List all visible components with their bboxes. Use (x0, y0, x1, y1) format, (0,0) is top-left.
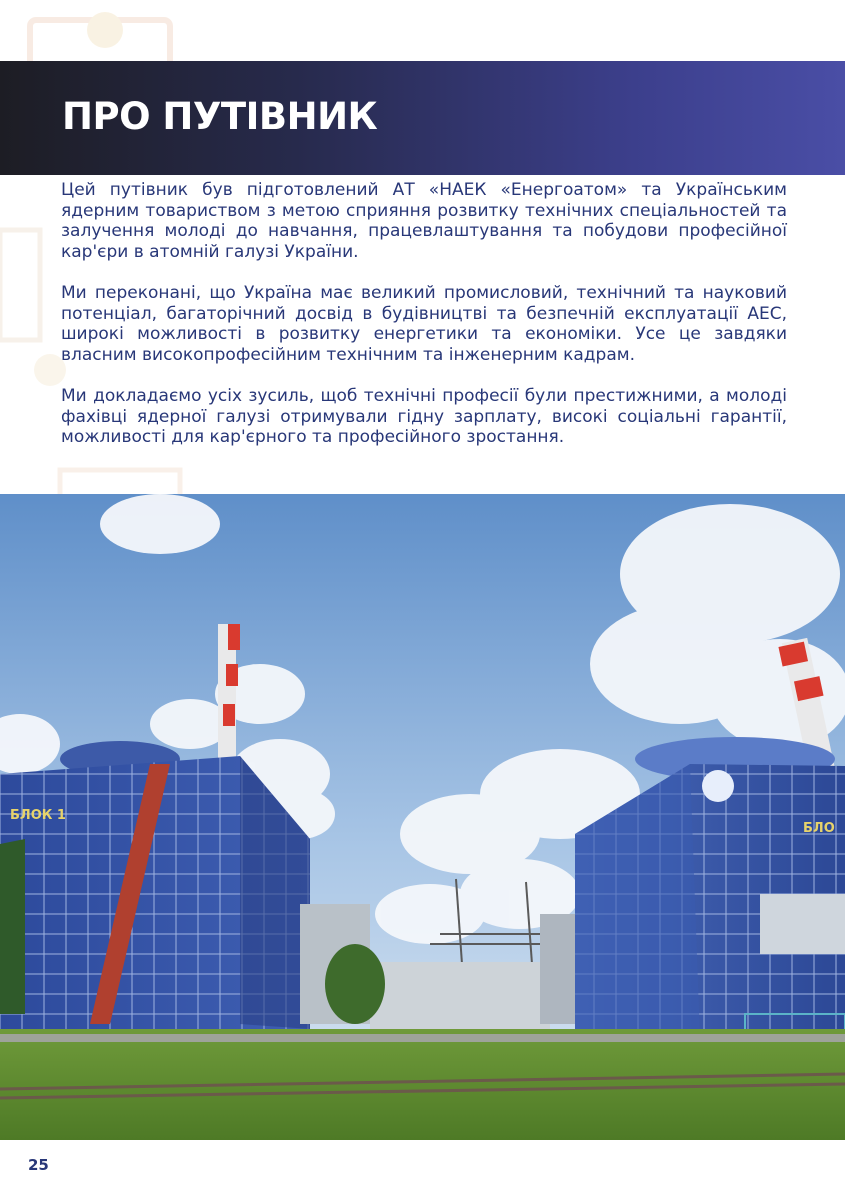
road (0, 1034, 845, 1042)
paragraph-2: Ми переконані, що Україна має великий промисловий, технічний та науковий потенціал, багаторічний досвід в будівництві та безпечній експлуатації АЕС, широкі можливості в розвитку енергетики та економіки. Усе це завдяки власним високопрофесійним технічним та інженерним кадрам. (61, 283, 787, 365)
page-number: 25 (28, 1156, 49, 1174)
page-title: ПРО ПУТІВНИК (62, 95, 378, 138)
intro-text (61, 180, 787, 469)
nuclear-plant-photo (0, 494, 845, 1140)
grass (0, 1029, 845, 1140)
title-banner (0, 61, 845, 175)
right-building-sign: БЛО (803, 821, 835, 836)
paragraph-3: Ми докладаємо усіх зусиль, щоб технічні професії були престижними, а молоді фахівці ядерної галузі отримували гідну зарплату, високі соціальні гарантії, можливості для кар'єрного та професійного зростання. (61, 386, 787, 447)
reactor-building-left (0, 741, 310, 1029)
left-building-sign: БЛОК 1 (10, 808, 66, 823)
paragraph-1: Цей путівник був підготовлений АТ «НАЕК «Енергоатом» та Українським ядерним товариством з метою сприяння розвитку технічних спеціальностей та залучення молоді до навчання, працевлаштування та побудови професійної кар'єри в атомній галузі України. (61, 180, 787, 262)
